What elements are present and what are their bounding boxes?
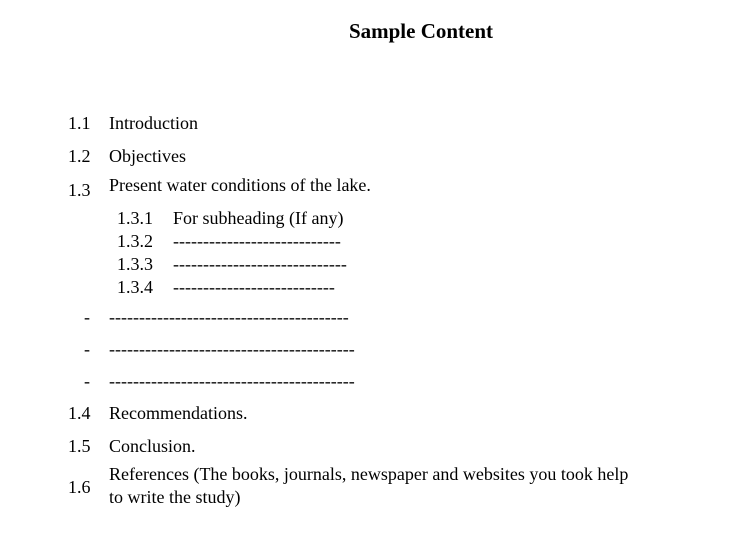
bullet-mark: -: [84, 339, 90, 359]
toc-text-line-1: References (The books, journals, newspaper and websites you took help: [109, 464, 629, 484]
bullet-text: -----------------------------------------: [109, 339, 355, 359]
toc-subnumber: 1.3.2: [117, 231, 153, 251]
page-title: Sample Content: [348, 19, 494, 43]
toc-number: 1.3: [68, 180, 91, 200]
toc-subnumber: 1.3.1: [117, 208, 153, 228]
bullet-text: ----------------------------------------: [109, 307, 349, 327]
toc-subnumber: 1.3.4: [117, 277, 153, 297]
toc-number: 1.1: [68, 113, 91, 133]
toc-number: 1.2: [68, 146, 91, 166]
toc-text-line-2: to write the study): [109, 487, 241, 507]
toc-number: 1.6: [68, 477, 91, 497]
bullet-text: -----------------------------------------: [109, 371, 355, 391]
toc-number: 1.4: [68, 403, 91, 423]
toc-subtext: For subheading (If any): [173, 208, 344, 228]
toc-text: Present water conditions of the lake.: [109, 175, 371, 195]
toc-subtext: ----------------------------: [173, 231, 341, 251]
toc-subtext: -----------------------------: [173, 254, 347, 274]
toc-text: Objectives: [109, 146, 186, 166]
toc-text: Conclusion.: [109, 436, 196, 456]
toc-subnumber: 1.3.3: [117, 254, 153, 274]
toc-subtext: ---------------------------: [173, 277, 335, 297]
toc-text: Introduction: [109, 113, 198, 133]
toc-number: 1.5: [68, 436, 91, 456]
toc-text: Recommendations.: [109, 403, 248, 423]
bullet-mark: -: [84, 307, 90, 327]
bullet-mark: -: [84, 371, 90, 391]
